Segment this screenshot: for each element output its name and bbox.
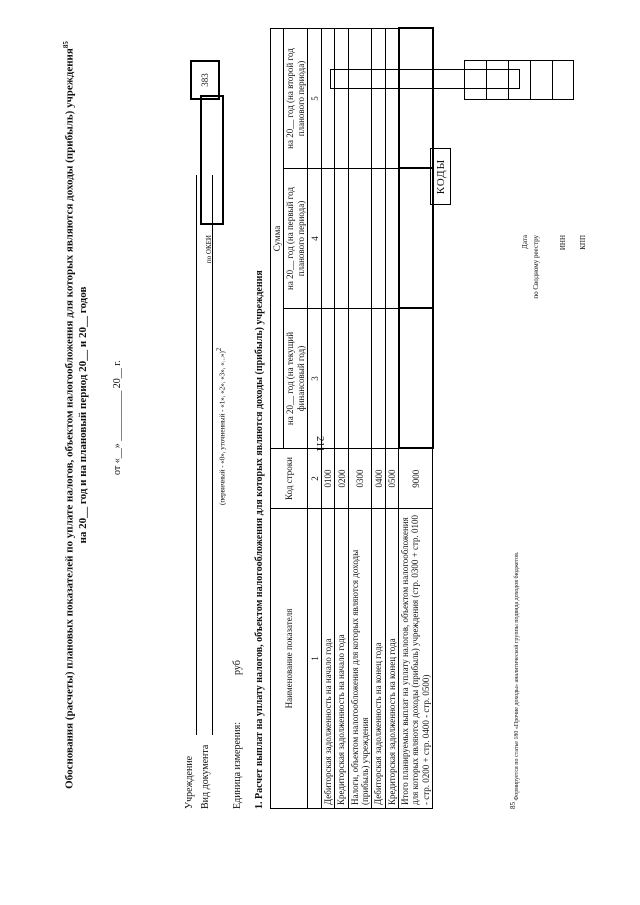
codes-label-kpp: КПП xyxy=(579,235,587,250)
value-cell[interactable] xyxy=(348,169,372,309)
codes-registry-value[interactable] xyxy=(487,61,509,99)
value-cell[interactable] xyxy=(322,29,335,169)
col-number: 5 xyxy=(308,29,322,169)
value-cell[interactable] xyxy=(335,169,348,309)
institution-underline xyxy=(196,175,197,735)
codes-extra-value[interactable] xyxy=(553,61,573,99)
row-name: Дебиторская задолженность на начало года xyxy=(322,509,335,809)
value-cell[interactable] xyxy=(372,169,385,309)
header-sum: Сумма xyxy=(271,29,284,449)
table-row xyxy=(372,29,385,809)
value-cell[interactable] xyxy=(348,309,372,449)
codes-okei-value: 383 xyxy=(190,60,220,100)
heading-period: на 20__ год и на плановый период 20__ и 20__ годов xyxy=(77,286,90,544)
codes-label-date: Дата xyxy=(521,235,529,249)
codes-column xyxy=(464,60,574,100)
row-code: 0200 xyxy=(335,449,348,509)
value-cell[interactable] xyxy=(399,169,433,309)
value-cell[interactable] xyxy=(399,29,433,169)
codes-inn-value[interactable] xyxy=(509,61,531,99)
value-cell[interactable] xyxy=(335,309,348,449)
codes-label-registry: по Сводному реестру xyxy=(532,235,540,299)
header-code: Код строки xyxy=(271,449,308,509)
header-col3: на 20__ год (на текущий финансовый год) xyxy=(284,309,308,449)
value-cell[interactable] xyxy=(348,29,372,169)
table-row-total xyxy=(399,29,433,809)
value-cell[interactable] xyxy=(372,309,385,449)
page-number: 211 xyxy=(314,435,326,453)
col-number: 3 xyxy=(308,309,322,449)
codes-label-inn: ИНН xyxy=(559,235,567,251)
row-code: 0400 xyxy=(372,449,385,509)
date-line: от «__» __________ 20__ г. xyxy=(112,360,123,475)
table-row xyxy=(335,29,348,809)
form-heading xyxy=(62,35,91,795)
value-cell[interactable] xyxy=(335,29,348,169)
table-row xyxy=(348,29,372,809)
codes-date-value[interactable] xyxy=(465,61,487,99)
value-cell[interactable] xyxy=(399,309,433,449)
row-code: 0500 xyxy=(385,449,398,509)
col-number: 2 xyxy=(308,449,322,509)
header-col5: на 20__ год (на второй год планового периода) xyxy=(284,29,308,169)
row-name: Дебиторская задолженность на конец года xyxy=(372,509,385,809)
codes-label-okei: по ОКЕИ xyxy=(205,235,213,264)
value-cell[interactable] xyxy=(385,29,398,169)
row-name: Итого планируемых выплат на уплату налогов, объектом налогообложения для которых являются доходы (прибыль) учреждения (стр. 0300 + стр. 0100 - стр. 0200 + стр. 0400 - стр. 0500) xyxy=(399,509,433,809)
footnote: 85 Формируется по статье 180 «Прочие доходы» аналитической группы подвида доходов бюджетов. xyxy=(509,551,520,809)
heading-footnote-mark: 85 xyxy=(62,41,70,49)
row-code: 0300 xyxy=(348,449,372,509)
doc-type-underline xyxy=(212,175,213,735)
calculation-table xyxy=(270,28,434,810)
doc-type-label: Вид документа xyxy=(200,744,211,809)
codes-header: КОДЫ xyxy=(431,149,451,205)
table-row xyxy=(322,29,335,809)
value-cell[interactable] xyxy=(385,309,398,449)
unit-label: Единица измерения: xyxy=(232,722,243,809)
doc-type-hint: (первичный - «0», уточненный - «1», «2», «3», «...»)2 xyxy=(215,347,227,505)
row-code: 0100 xyxy=(322,449,335,509)
codes-kpp-value[interactable] xyxy=(531,61,553,99)
row-name: Кредиторская задолженность на конец года xyxy=(385,509,398,809)
unit-value: руб xyxy=(232,660,243,675)
value-cell[interactable] xyxy=(372,29,385,169)
col-number: 1 xyxy=(308,509,322,809)
header-col4: на 20__ год (на первый год планового периода) xyxy=(284,169,308,309)
row-name: Кредиторская задолженность на начало года xyxy=(335,509,348,809)
institution-label: Учреждение xyxy=(184,755,195,809)
table-row xyxy=(385,29,398,809)
value-cell[interactable] xyxy=(322,309,335,449)
value-cell[interactable] xyxy=(322,169,335,309)
row-name: Налоги, объектом налогообложения для которых являются доходы (прибыль) учреждения xyxy=(348,509,372,809)
value-cell[interactable] xyxy=(385,169,398,309)
heading-title: Обоснования (расчеты) плановых показателей по уплате налогов, объектом налогообложения для которых являются доходы (прибыль) учреждения xyxy=(63,48,76,789)
row-code: 9000 xyxy=(399,449,433,509)
section-title: 1. Расчет выплат на уплату налогов, объектом налогообложения для которых являются доходы (прибыль) учреждения xyxy=(254,270,265,809)
header-name: Наименование показателя xyxy=(271,509,308,809)
col-number: 4 xyxy=(308,169,322,309)
